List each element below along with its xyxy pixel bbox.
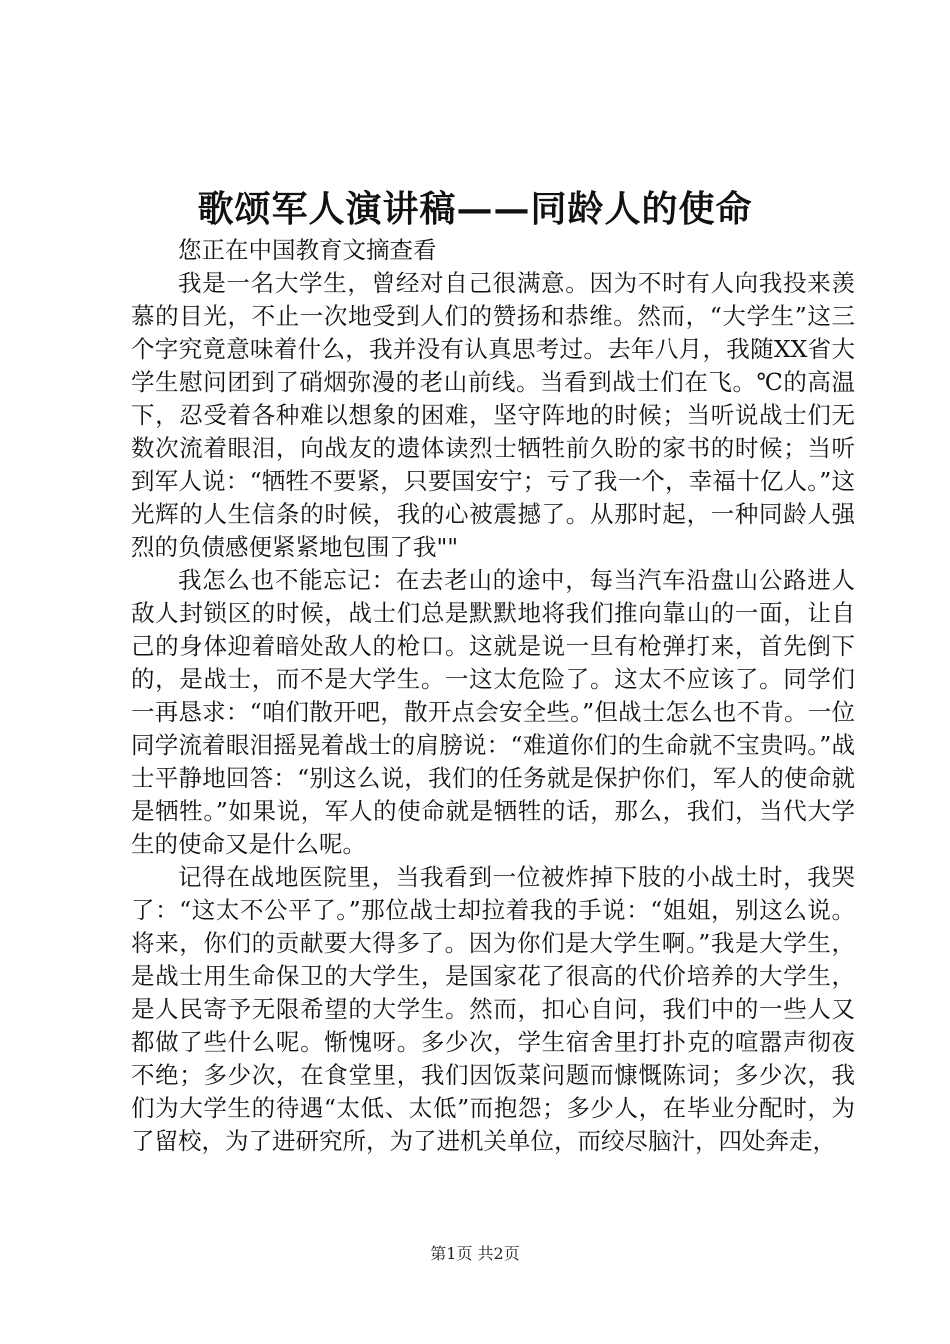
page-footer: 第1页 共2页 — [430, 1244, 520, 1263]
source-note: 您正在中国教育文摘查看 — [178, 236, 437, 264]
paragraph-2: 我怎么也不能忘记：在去老山的途中，每当汽车沿盘山公路进人敌人封锁区的时候，战士们总是默默地将我们推向靠山的一面，让自己的身体迎着暗处敌人的枪口。这就是说一旦有枪弹打来，首先倒下的，是战士，而不是大学生。一这太危险了。这太不应该了。同学们一再恳求：“咱们散开吧，散开点会安全些。”但战士怎么也不肯。一位同学流着眼泪摇晃着战士的肩膀说：“难道你们的生命就不宝贵吗。”战士平静地回答：“别这么说，我们的任务就是保护你们，军人的使命就是牺牲。”如果说，军人的使命就是牺牲的话，那么，我们，当代大学生的使命又是什么呢。 — [131, 566, 855, 858]
document-title: 歌颂军人演讲稿——同龄人的使命 — [197, 188, 753, 230]
paragraph-3: 记得在战地医院里，当我看到一位被炸掉下肢的小战土时，我哭了：“这太不公平了。”那位战士却拉着我的手说：“姐姐，别这么说。将来，你们的贡献要大得多了。因为你们是大学生啊。”我是大学生，是战士用生命保卫的大学生，是国家花了很高的代价培养的大学生，是人民寄予无限希望的大学生。然而，扣心自问，我们中的一些人又都做了些什么呢。惭愧呀。多少次，学生宿舍里打扑克的喧嚣声彻夜不绝；多少次，在食堂里，我们因饭菜问题而慷慨陈词；多少次，我们为大学生的待遇“太低、太低”而抱怨；多少人，在毕业分配时，为了留校，为了进研究所，为了进机关单位，而绞尽脑汁，四处奔走， — [131, 863, 855, 1155]
document-body — [131, 234, 855, 1158]
paragraph-1: 我是一名大学生，曾经对自己很满意。因为不时有人向我投来羡慕的目光，不止一次地受到人们的赞扬和恭维。然而，“大学生”这三个字究竟意味着什么，我并没有认真思考过。去年八月，我随XX省大学生慰问团到了硝烟弥漫的老山前线。当看到战士们在飞。℃的高温下，忍受着各种难以想象的困难，坚守阵地的时候；当听说战士们无数次流着眼泪，向战友的遗体读烈士牺牲前久盼的家书的时候；当听到军人说：“牺牲不要紧，只要国安宁；亏了我一个，幸福十亿人。”这光辉的人生信条的时候，我的心被震撼了。从那时起，一种同龄人强烈的负债感便紧紧地包围了我"" — [131, 269, 855, 561]
